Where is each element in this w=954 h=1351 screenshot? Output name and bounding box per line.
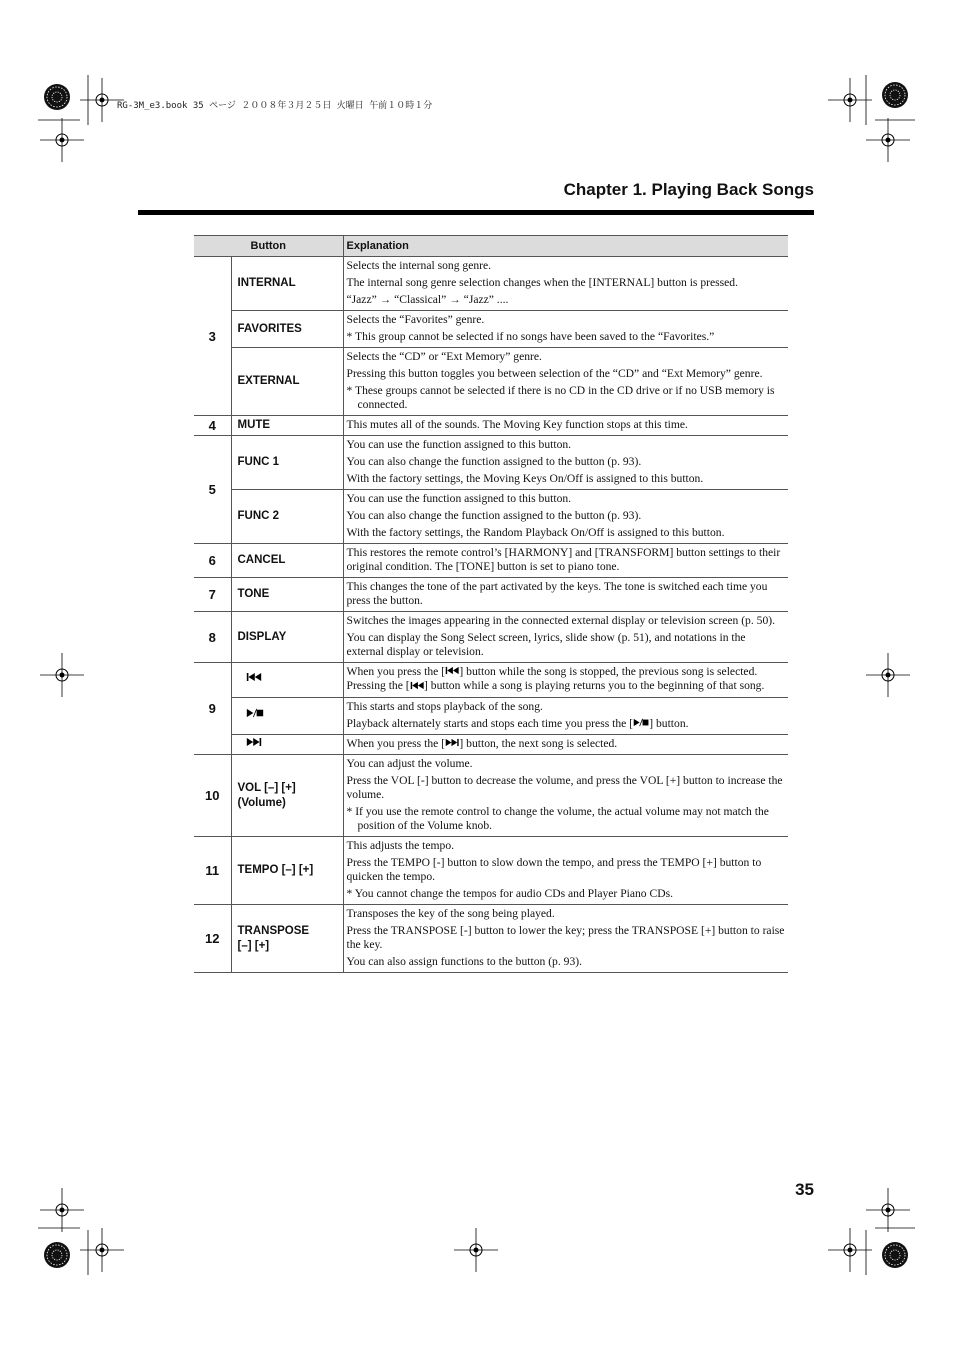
button-name-icon (231, 663, 343, 698)
explanation-line (347, 665, 786, 694)
explanation-cell (343, 257, 788, 311)
explanation-line: Transposes the key of the song being played. (346, 907, 555, 921)
button-number: 12 (194, 905, 231, 973)
button-name-label: FAVORITES (237, 322, 302, 335)
explanation-line: You can use the function assigned to this button. (346, 492, 572, 505)
table-row (194, 837, 788, 905)
button-name (231, 416, 343, 436)
explanation-cell (343, 663, 788, 698)
explanation-cell (343, 311, 788, 348)
page-number: 35 (795, 1180, 814, 1199)
button-number: 11 (194, 837, 231, 905)
button-name (231, 490, 343, 544)
button-name-label: EXTERNAL (237, 375, 300, 387)
button-name (231, 544, 343, 578)
explanation-line: Press the TRANSPOSE [-] button to lower the key; press the TRANSPOSE [+] button to raise the key. (346, 924, 785, 952)
book-file-info: RG-3M_e3.book 35 ページ ２００８年３月２５日 火曜日 午前１０時１分 (117, 101, 433, 111)
explanation-cell (343, 735, 788, 755)
column-header-explanation: Explanation (343, 236, 788, 257)
button-name-icon (231, 697, 343, 734)
explanation-text: When you press the [ (346, 665, 446, 678)
column-header-button: Button (194, 236, 343, 257)
button-number: 3 (194, 257, 231, 416)
explanation-text: ] button while the song is stopped, the previous song is selected. Pressing the [ (346, 665, 758, 693)
explanation-line: Pressing this button toggles you between selection of the “CD” and “Ext Memory” genre. (346, 367, 763, 380)
explanation-line: “Jazz” → “Classical” → “Jazz” .... (346, 293, 509, 306)
chapter-title: Chapter 1. Playing Back Songs (563, 180, 814, 199)
button-name (231, 755, 343, 837)
button-name (231, 578, 343, 612)
explanation-line: This changes the tone of the part activated by the keys. The tone is switched each time you press the button. (346, 580, 768, 607)
explanation-line: You can also assign functions to the button (p. 93). (346, 955, 583, 969)
play-stop-icon (246, 708, 264, 723)
explanation-line: Selects the “Favorites” genre. (346, 313, 485, 326)
button-name-label: TEMPO [–] [+] (237, 864, 314, 877)
explanation-text: When you press the [ (346, 737, 446, 751)
table-row (194, 735, 788, 755)
explanation-text: ] button, the next song is selected. (459, 737, 618, 751)
button-name-label-2: (Volume) (237, 796, 286, 809)
explanation-text: ] button while a song is playing returns you to the beginning of that song. (424, 679, 765, 693)
explanation-cell (343, 837, 788, 905)
button-number: 4 (194, 416, 231, 436)
button-name (231, 257, 343, 311)
explanation-line: Selects the “CD” or “Ext Memory” genre. (346, 350, 542, 363)
button-number: 8 (194, 612, 231, 663)
title-rule (138, 210, 814, 215)
explanation-line: The internal song genre selection changes when the [INTERNAL] button is pressed. (346, 276, 738, 289)
button-name-label: INTERNAL (237, 277, 296, 289)
explanation-cell (343, 905, 788, 973)
explanation-line: This starts and stops playback of the song. (346, 699, 543, 713)
button-name-label: FUNC 1 (237, 456, 280, 468)
explanation-line: This adjusts the tempo. (346, 839, 455, 853)
explanation-line: You can also change the function assigned to the button (p. 93). (346, 455, 642, 468)
explanation-cell (343, 697, 788, 734)
button-number: 5 (194, 436, 231, 544)
table-row (194, 257, 788, 311)
button-name (231, 837, 343, 905)
explanation-line: You can adjust the volume. (346, 757, 473, 771)
table-row (194, 612, 788, 663)
explanation-cell (343, 612, 788, 663)
explanation-cell (343, 544, 788, 578)
explanation-line: You can display the Song Select screen, lyrics, slide show (p. 51), and notations in the external display or television. (346, 631, 746, 658)
button-name (231, 612, 343, 663)
explanation-cell (343, 490, 788, 544)
explanation-cell (343, 578, 788, 612)
button-name (231, 348, 343, 416)
explanation-line: Selects the internal song genre. (346, 259, 492, 272)
table-row (194, 436, 788, 490)
table-header-row (194, 236, 788, 257)
previous-icon (445, 665, 459, 679)
explanation-line: You can also change the function assigned to the button (p. 93). (346, 509, 642, 522)
explanation-line: Press the TEMPO [-] button to slow down the tempo, and press the TEMPO [+] button to quicken the tempo. (346, 856, 762, 884)
explanation-line: * You cannot change the tempos for audio CDs and Player Piano CDs. (346, 887, 674, 901)
explanation-cell (343, 755, 788, 837)
previous-icon (246, 672, 262, 687)
explanation-text: ] button. (649, 716, 689, 730)
explanation-line: This restores the remote control’s [HARMONY] and [TRANSFORM] button settings to their original condition. The [TONE] button is set to piano tone. (346, 546, 781, 573)
button-number: 10 (194, 755, 231, 837)
explanation-cell (343, 348, 788, 416)
explanation-cell (343, 416, 788, 436)
explanation-line: * These groups cannot be selected if there is no CD in the CD drive or if no USB memory is connected. (346, 384, 775, 411)
explanation-line (347, 717, 786, 731)
table-row (194, 311, 788, 348)
button-name-label: DISPLAY (237, 630, 287, 643)
explanation-line: With the factory settings, the Moving Keys On/Off is assigned to this button. (346, 472, 704, 485)
explanation-line: This mutes all of the sounds. The Moving Key function stops at this time. (346, 418, 688, 431)
table-row (194, 348, 788, 416)
explanation-line: Press the VOL [-] button to decrease the volume, and press the VOL [+] button to increase the volume. (346, 774, 783, 802)
button-name-label-2: [–] [+] (237, 939, 270, 952)
button-number: 6 (194, 544, 231, 578)
explanation-text: Playback alternately starts and stops each time you press the [ (346, 716, 634, 730)
table-row (194, 490, 788, 544)
button-number: 9 (194, 663, 231, 755)
explanation-line: With the factory settings, the Random Playback On/Off is assigned to this button. (346, 526, 725, 539)
button-name-label: VOL [–] [+] (237, 781, 296, 794)
next-icon (246, 737, 262, 752)
table-row (194, 416, 788, 436)
table-row (194, 697, 788, 734)
button-name-label: MUTE (237, 419, 271, 431)
explanation-cell (343, 436, 788, 490)
table-row (194, 755, 788, 837)
table-row (194, 663, 788, 698)
table-row (194, 578, 788, 612)
explanation-line: * This group cannot be selected if no songs have been saved to the “Favorites.” (346, 330, 715, 343)
explanation-line: * If you use the remote control to change the volume, the actual volume may not match the position of the Volume knob. (346, 805, 769, 833)
button-name-label: TRANSPOSE (237, 924, 310, 937)
button-name-label: TONE (237, 588, 270, 600)
table-row (194, 544, 788, 578)
explanation-line (347, 737, 786, 751)
previous-icon (410, 680, 424, 694)
next-icon (445, 737, 459, 751)
play-stop-icon (633, 717, 649, 731)
explanation-line: You can use the function assigned to this button. (346, 438, 572, 451)
explanation-line: Switches the images appearing in the connected external display or television screen (p. 50). (346, 614, 776, 627)
table-row (194, 905, 788, 973)
button-number: 7 (194, 578, 231, 612)
button-name-icon (231, 735, 343, 755)
button-name (231, 311, 343, 348)
button-name-label: FUNC 2 (237, 510, 280, 522)
button-name (231, 905, 343, 973)
button-name (231, 436, 343, 490)
button-explanation-table (194, 235, 788, 973)
button-name-label: CANCEL (237, 554, 286, 566)
